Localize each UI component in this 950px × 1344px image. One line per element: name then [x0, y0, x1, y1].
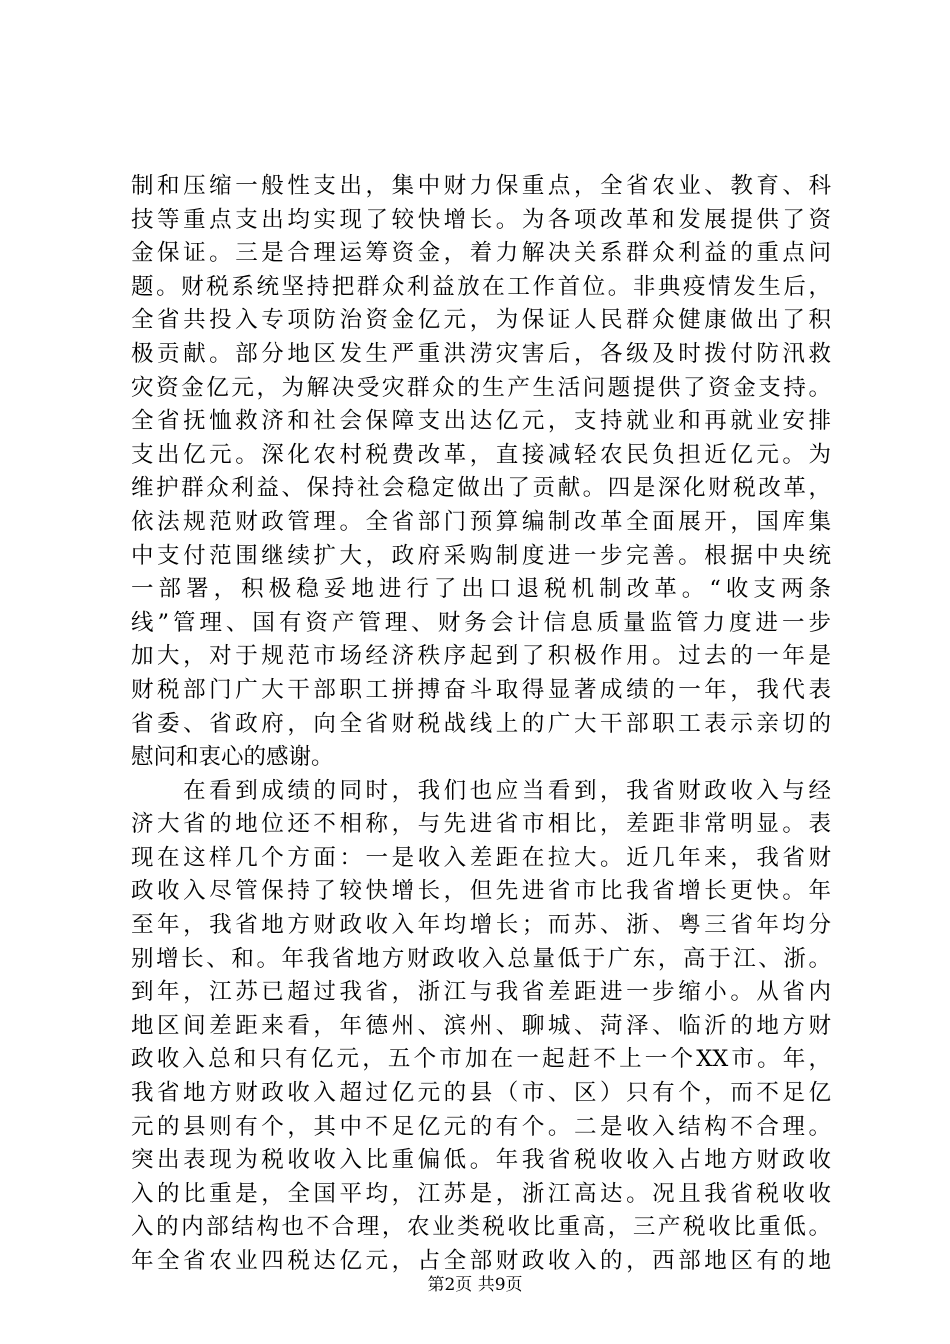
text-line: 线”管理、国有资产管理、财务会计信息质量监管力度进一步: [131, 609, 831, 636]
text-line: 突出表现为税收收入比重偏低。年我省税收收入占地方财政收: [131, 1147, 831, 1174]
text-line: 现在这样几个方面：一是收入差距在拉大。近几年来，我省财: [131, 844, 831, 871]
text-line: 省委、省政府，向全省财税战线上的广大干部职工表示亲切的: [131, 710, 831, 737]
text-line: 支出亿元。深化农村税费改革，直接减轻农民负担近亿元。为: [131, 441, 831, 468]
text-line: 加大，对于规范市场经济秩序起到了积极作用。过去的一年是: [131, 643, 831, 670]
text-line: 至年，我省地方财政收入年均增长；而苏、浙、粤三省年均分: [131, 912, 831, 939]
text-line: 一部署，积极稳妥地进行了出口退税机制改革。“收支两条: [131, 576, 831, 603]
text-line: 在看到成绩的同时，我们也应当看到，我省财政收入与经: [131, 777, 831, 804]
text-line: 制和压缩一般性支出，集中财力保重点，全省农业、教育、科: [131, 173, 831, 199]
page-number-label: 第2页 共9页: [427, 1275, 523, 1295]
text-line: 入的内部结构也不合理，农业类税收比重高，三产税收比重低。: [131, 1214, 831, 1241]
text-line: 政收入尽管保持了较快增长，但先进省市比我省增长更快。年: [131, 878, 831, 905]
text-line: 别增长、和。年我省地方财政收入总量低于广东，高于江、浙。: [131, 945, 831, 972]
text-line: 年全省农业四税达亿元，占全部财政收入的，西部地区有的地: [131, 1248, 831, 1274]
text-line: 元的县则有个，其中不足亿元的有个。二是收入结构不合理。: [131, 1113, 831, 1140]
text-line: 依法规范财政管理。全省部门预算编制改革全面展开，国库集: [131, 508, 831, 535]
text-line: 灾资金亿元，为解决受灾群众的生产生活问题提供了资金支持。: [131, 374, 831, 401]
text-line: 济大省的地位还不相称，与先进省市相比，差距非常明显。表: [131, 811, 831, 838]
page-footer: [0, 1275, 950, 1295]
text-line: 慰问和衷心的感谢。: [131, 744, 334, 771]
text-line: 技等重点支出均实现了较快增长。为各项改革和发展提供了资: [131, 206, 831, 233]
text-line: 题。财税系统坚持把群众利益放在工作首位。非典疫情发生后，: [131, 273, 831, 300]
text-line: 维护群众利益、保持社会稳定做出了贡献。四是深化财税改革，: [131, 475, 831, 502]
text-line: 入的比重是，全国平均，江苏是，浙江高达。况且我省税收收: [131, 1180, 831, 1207]
text-line: 极贡献。部分地区发生严重洪涝灾害后，各级及时拨付防汛救: [131, 340, 831, 367]
body-text: [131, 170, 831, 1279]
text-line: 财税部门广大干部职工拼搏奋斗取得显著成绩的一年，我代表: [131, 676, 831, 703]
text-line: 中支付范围继续扩大，政府采购制度进一步完善。根据中央统: [131, 542, 831, 569]
text-line: 政收入总和只有亿元，五个市加在一起赶不上一个XX市。年，: [131, 1046, 831, 1073]
text-line: 全省抚恤救济和社会保障支出达亿元，支持就业和再就业安排: [131, 408, 831, 435]
text-line: 到年，江苏已超过我省，浙江与我省差距进一步缩小。从省内: [131, 979, 831, 1006]
text-line: 金保证。三是合理运筹资金，着力解决关系群众利益的重点问: [131, 240, 831, 267]
text-line: 我省地方财政收入超过亿元的县（市、区）只有个，而不足亿: [131, 1080, 831, 1107]
text-line: 全省共投入专项防治资金亿元，为保证人民群众健康做出了积: [131, 307, 831, 334]
text-line: 地区间差距来看，年德州、滨州、聊城、菏泽、临沂的地方财: [131, 1012, 831, 1039]
